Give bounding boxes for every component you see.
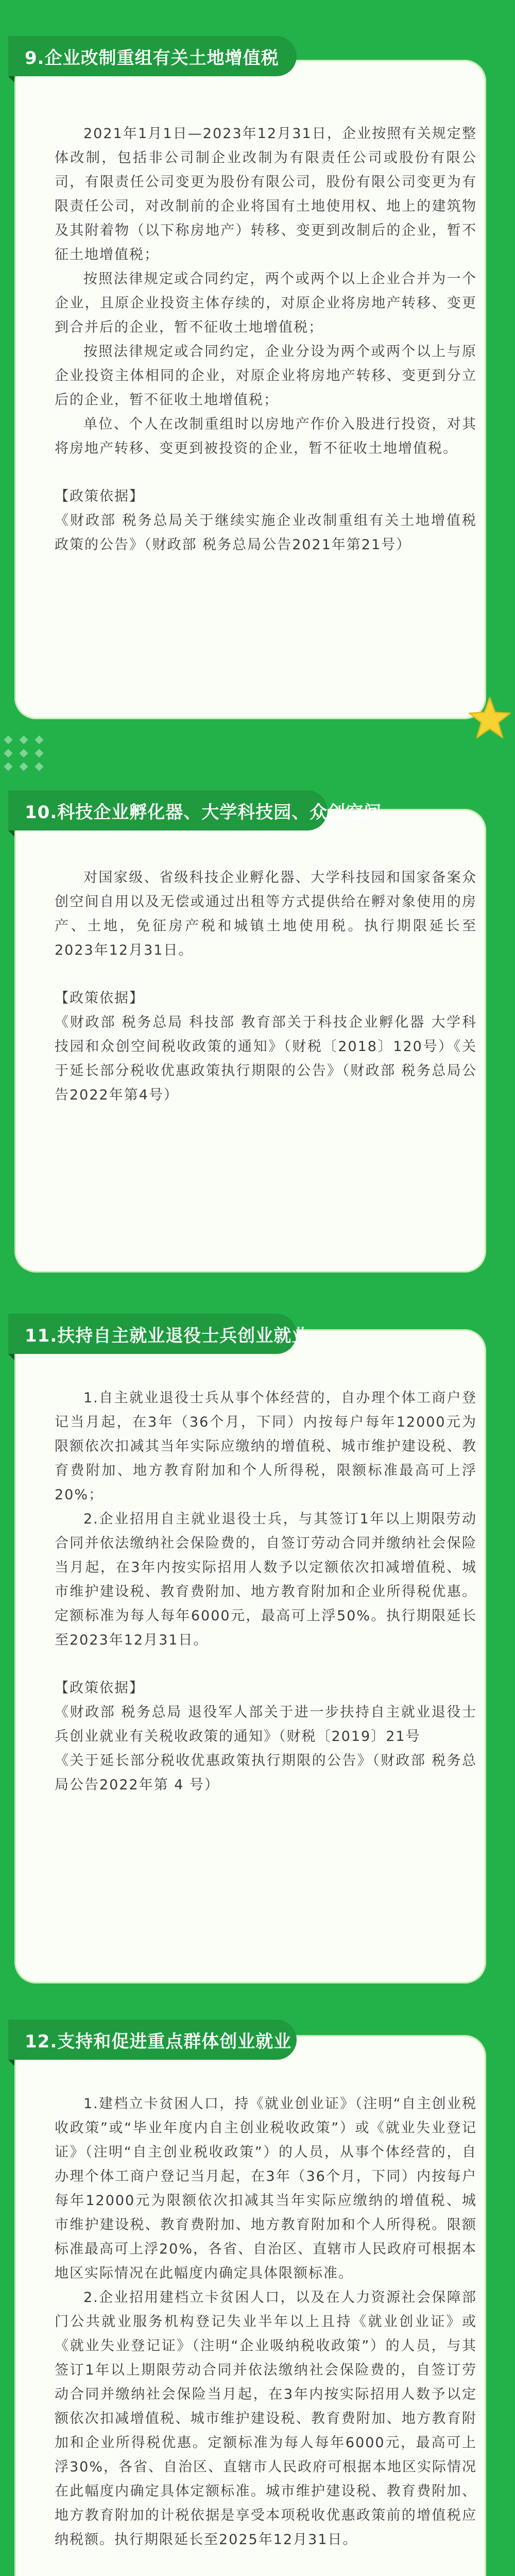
section-title: 10.科技企业孵化器、大学科技园、众创空间	[25, 802, 382, 823]
policy-label: 【政策依据】	[55, 1680, 144, 1696]
star-icon	[468, 696, 512, 740]
paragraph: 按照法律规定或合同约定，两个或两个以上企业合并为一个企业，且原企业投资主体存续的，对原企业将房地产转移、变更到合并后的企业，暂不征收土地增值税；	[55, 271, 477, 335]
section-panel-12	[14, 2031, 486, 2576]
dot-pattern	[5, 737, 44, 770]
section-body-10	[55, 866, 477, 1107]
section-panel-10	[14, 802, 486, 1273]
paragraph: 按照法律规定或合同约定，企业分设为两个或两个以上与原企业投资主体相同的企业，对原企业将房地产转移、变更到分立后的企业，暂不征收土地增值税；	[55, 344, 477, 408]
paragraph: 2021年1月1日—2023年12月31日，企业按照有关规定整体改制，包括非公司制企业改制为有限责任公司或股份有限公司，有限责任公司变更为股份有限公司，股份有限公司变更为有限责任公司，对改制前的企业将国有土地使用权、地上的建筑物及其附着物（以下称房地产）转移、变更到改制后的企业，暂不征土地增值税；	[55, 126, 477, 263]
paragraph: 1.自主就业退役士兵从事个体经营的，自办理个体工商户登记当月起，在3年（36个月，下同）内按每户每年12000元为限额依次扣减其当年实际应缴纳的增值税、城市维护建设税、教育费附加、地方教育附加和个人所得税，限额标准最高可上浮20%；	[55, 1390, 477, 1503]
paragraph: 单位、个人在改制重组时以房地产作价入股进行投资，对其将房地产转移、变更到被投资的企业，暂不征收土地增值税。	[55, 416, 477, 456]
section-body-9	[55, 122, 477, 557]
section-header-9	[8, 36, 297, 76]
paragraph: 2.企业招用自主就业退役士兵，与其签订1年以上期限劳动合同并依法缴纳社会保险费的，自签订劳动合同并缴纳社会保险当月起，在3年内按实际招用人数予以定额依次扣减增值税、城市维护建设税、教育费附加、地方教育附加和企业所得税优惠。定额标准为每人每年6000元，最高可上浮50%。执行期限延长至2023年12月31日。	[55, 1511, 477, 1648]
section-header-12	[8, 2020, 297, 2060]
paragraph: 对国家级、省级科技企业孵化器、大学科技园和国家备案众创空间自用以及无偿或通过出租等方式提供给在孵对象使用的房产、土地，免征房产税和城镇土地使用税。执行期限延长至2023年12月31日。	[55, 870, 477, 958]
policy-label: 【政策依据】	[55, 488, 144, 504]
policy-text: 《财政部 税务总局 退役军人部关于进一步扶持自主就业退役士兵创业就业有关税收政策的通知》（财税〔2019〕21号 《关于延长部分税收优惠政策执行期限的公告》（财政部 税务总局公告2022年第 4 号）	[55, 1704, 477, 1793]
section-panel-11	[14, 1325, 486, 1984]
paragraph: 1.建档立卡贫困人口，持《就业创业证》（注明“自主创业税收政策”或“毕业年度内自主创业税收政策”）或《就业失业登记证》（注明“自主创业税收政策”）的人员，从事个体经营的，自办理个体工商户登记当月起，在3年（36个月，下同）内按每户每年12000元为限额依次扣减其当年实际应缴纳的增值税、城市维护建设税、教育费附加、地方教育附加和个人所得税。限额标准最高可上浮20%，各省、自治区、直辖市人民政府可根据本地区实际情况在此幅度内确定具体限额标准。	[55, 2096, 477, 2281]
section-body-12	[55, 2092, 477, 2576]
section-title: 9.企业改制重组有关土地增值税	[25, 47, 279, 69]
policy-text: 《财政部 税务总局关于继续实施企业改制重组有关土地增值税政策的公告》（财政部 税务总局公告2021年第21号）	[55, 513, 477, 553]
policy-label: 【政策依据】	[55, 990, 144, 1006]
policy-text: 《财政部 税务总局 科技部 教育部关于科技企业孵化器 大学科技园和众创空间税收政策的通知》（财税〔2018〕120号）《关于延长部分税收优惠政策执行期限的公告》（财政部 税务总局公告2022年第4号）	[55, 1014, 477, 1103]
section-header-11	[8, 1314, 310, 1354]
section-title: 11.扶持自主就业退役士兵创业就业	[25, 1325, 310, 1346]
paragraph: 2.企业招用建档立卡贫困人口，以及在人力资源社会保障部门公共就业服务机构登记失业半年以上且持《就业创业证》或《就业失业登记证》（注明“企业吸纳税收政策”）的人员，与其签订1年以上期限劳动合同并依法缴纳社会保险费的，自签订劳动合同并缴纳社会保险当月起，在3年内按实际招用人数予以定额依次扣减增值税、城市维护建设税、教育费附加、地方教育附加和企业所得税优惠。定额标准为每人每年6000元，最高可上浮30%，各省、自治区、直辖市人民政府可根据本地区实际情况在此幅度内确定具体定额标准。城市维护建设税、教育费附加、地方教育附加的计税依据是享受本项税收优惠政策前的增值税应纳税额。执行期限延长至2025年12月31日。	[55, 2290, 477, 2548]
section-body-11	[55, 1386, 477, 1797]
section-panel-9	[14, 47, 486, 719]
section-title: 12.支持和促进重点群体创业就业	[25, 2031, 292, 2052]
section-header-10	[8, 790, 382, 831]
